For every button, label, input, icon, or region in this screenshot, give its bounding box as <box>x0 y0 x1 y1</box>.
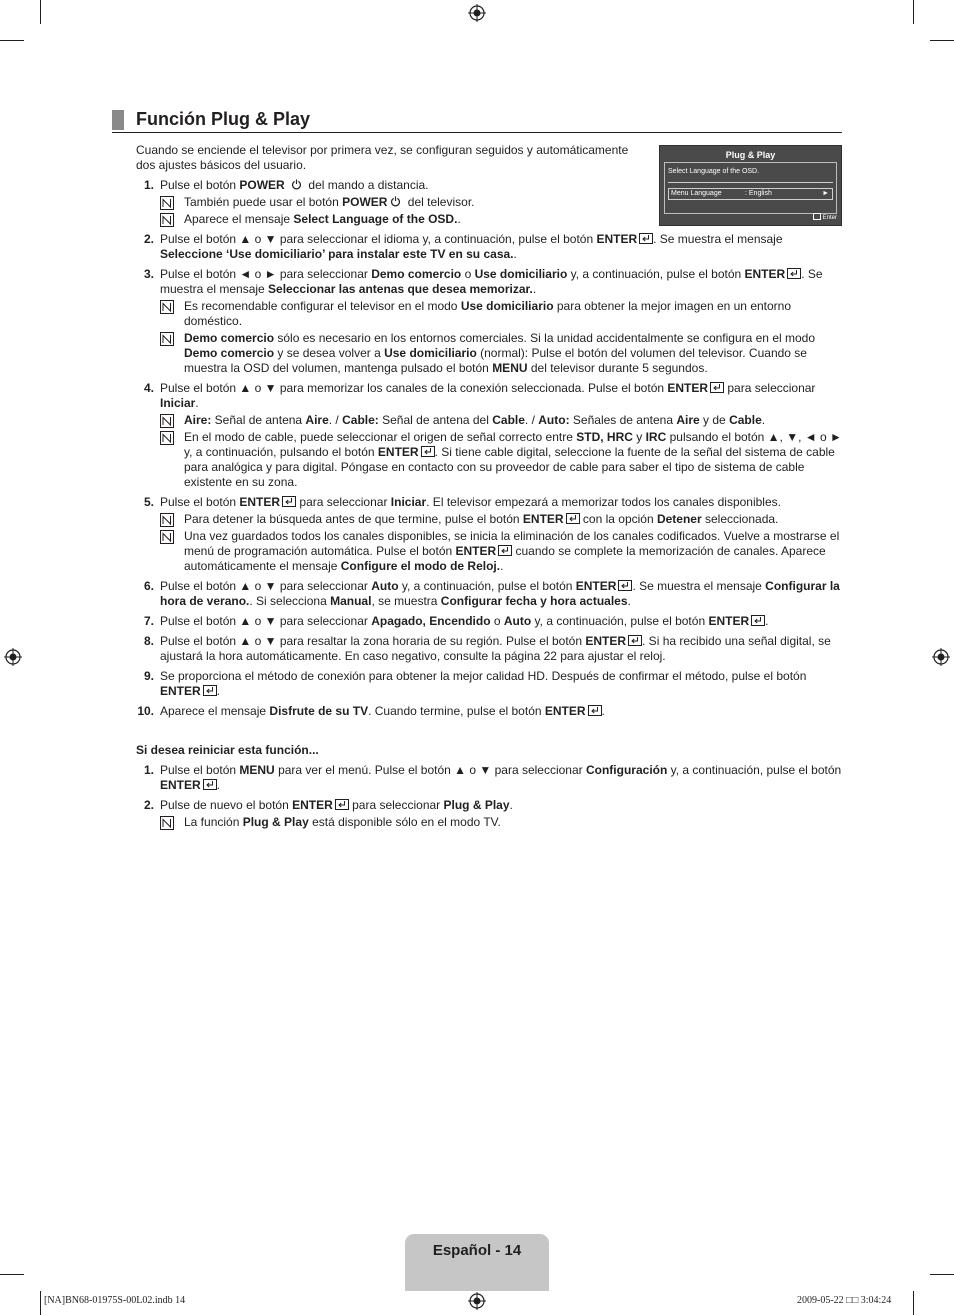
step-number: 5. <box>143 495 154 509</box>
enter-icon <box>787 268 801 279</box>
enter-icon <box>566 513 580 524</box>
list-item <box>136 798 842 830</box>
note-item <box>160 529 842 574</box>
page-title: Función Plug & Play <box>136 109 311 129</box>
step-number: 2. <box>143 798 154 812</box>
power-icon <box>291 179 302 190</box>
note-text: Para detener la búsqueda antes de que termine, pulse el botón ENTER con la opción Detener seleccionada. <box>184 512 779 526</box>
step-number: 8. <box>143 634 154 648</box>
enter-icon <box>498 545 512 556</box>
enter-icon <box>710 382 724 393</box>
arrow-right-icon: ► <box>822 190 829 197</box>
list-item <box>136 634 842 664</box>
reinit-heading: Si desea reiniciar esta función... <box>136 743 319 757</box>
step-number: 4. <box>143 381 154 395</box>
note-text: La función Plug & Play está disponible sólo en el modo TV. <box>184 815 501 829</box>
enter-icon <box>618 580 632 591</box>
step-text: Pulse el botón ▲ o ▼ para seleccionar Auto y, a continuación, pulse el botón ENTER . Se muestra el mensaje Configurar la hora de verano.. Si selecciona Manual, se muestra Configurar fecha y hora actuales. <box>160 579 840 608</box>
step-text: Pulse el botón ▲ o ▼ para memorizar los canales de la conexión seleccionada. Pulse el botón ENTER para seleccionar Iniciar. <box>160 381 816 410</box>
list-item <box>136 495 842 574</box>
step-number: 7. <box>143 614 154 628</box>
crop-mark <box>913 0 914 24</box>
note-icon <box>160 332 174 346</box>
step-number: 2. <box>143 232 154 246</box>
note-text: Aire: Señal de antena Aire. / Cable: Señal de antena del Cable. / Auto: Señales de antena Aire y de Cable. <box>184 413 766 427</box>
list-item <box>136 614 842 629</box>
note-icon <box>160 530 174 544</box>
note-text: Aparece el mensaje Select Language of the OSD.. <box>184 212 461 226</box>
page-number: Español - 14 <box>432 1242 522 1259</box>
note-icon <box>160 513 174 527</box>
list-item <box>136 267 842 376</box>
step-text: Pulse el botón POWER del mando a distancia. <box>160 178 429 192</box>
list-item <box>136 763 842 793</box>
enter-icon <box>421 446 435 457</box>
enter-icon <box>203 685 217 696</box>
enter-icon <box>203 779 217 790</box>
note-text: También puede usar el botón POWER del televisor. <box>184 195 475 209</box>
note-text: Es recomendable configurar el televisor en el modo Use domiciliario para obtener la mejor imagen en un entorno doméstico. <box>184 299 792 328</box>
list-item <box>136 178 842 227</box>
note-item <box>160 815 842 830</box>
page-footer-tab <box>405 1234 549 1291</box>
step-text: Pulse de nuevo el botón ENTER para seleccionar Plug & Play. <box>160 798 513 812</box>
step-text: Pulse el botón ▲ o ▼ para resaltar la zona horaria de su región. Pulse el botón ENTER . Si ha recibido una señal digital, se ajustará la hora automáticamente. En caso negativo, consulte la página 22 para ajustar el reloj. <box>160 634 831 663</box>
registration-mark-icon <box>4 648 22 666</box>
note-item <box>160 430 842 490</box>
section-header <box>112 108 842 133</box>
main-content <box>136 143 842 830</box>
osd-row-label: Menu Language <box>671 190 722 197</box>
note-item <box>160 331 842 376</box>
note-text: En el modo de cable, puede seleccionar el origen de señal correcto entre STD, HRC y IRC pulsando el botón ▲, ▼, ◄ o ► y, a continuación, pulsando el botón ENTER . Si tiene cable digital, seleccione la fuente de la señal del sistema de cable para analógica y para digital. Póngase en contacto con su proveedor de cable para saber el tipo de sistema de cable existente en su zona. <box>184 430 842 489</box>
reinit-steps-list <box>136 763 842 830</box>
steps-list <box>136 178 842 719</box>
note-item <box>160 195 842 210</box>
step-text: Pulse el botón ▲ o ▼ para seleccionar el idioma y, a continuación, pulse el botón ENTER . Se muestra el mensaje Seleccione ‘Use domiciliario’ para instalar este TV en su casa.. <box>160 232 783 261</box>
print-slug-left: [NA]BN68-01975S-00L02.indb 14 <box>44 1295 186 1306</box>
step-text: Pulse el botón ▲ o ▼ para seleccionar Apagado, Encendido o Auto y, a continuación, pulse el botón ENTER . <box>160 614 769 628</box>
list-item <box>136 381 842 490</box>
intro-paragraph: Cuando se enciende el televisor por primera vez, se configuran seguidos y automáticamente dos ajustes básicos del usuario. <box>136 143 629 172</box>
list-item <box>136 232 842 262</box>
note-icon <box>160 213 174 227</box>
crop-mark <box>930 40 954 41</box>
crop-mark <box>913 1291 914 1315</box>
enter-icon <box>628 635 642 646</box>
registration-mark-icon <box>932 648 950 666</box>
enter-icon <box>751 615 765 626</box>
note-item <box>160 512 842 527</box>
note-text: Una vez guardados todos los canales disponibles, se inicia la eliminación de los canales codificados. Vuelve a mostrarse el menú de programación automática. Pulse el botón ENTER cuando se complete la memorización de canales. Aparece automáticamente el mensaje Configure el modo de Reloj.. <box>184 529 840 573</box>
step-text: Pulse el botón ENTER para seleccionar Iniciar. El televisor empezará a memorizar todos los canales disponibles. <box>160 495 781 509</box>
step-number: 3. <box>143 267 154 281</box>
note-icon <box>160 816 174 830</box>
enter-icon <box>639 233 653 244</box>
step-number: 9. <box>143 669 154 683</box>
osd-prompt: Select Language of the OSD. <box>668 168 760 175</box>
step-text: Aparece el mensaje Disfrute de su TV. Cuando termine, pulse el botón ENTER . <box>160 704 605 718</box>
step-text: Pulse el botón MENU para ver el menú. Pulse el botón ▲ o ▼ para seleccionar Configuración y, a continuación, pulse el botón ENTER . <box>160 763 842 792</box>
note-item <box>160 212 842 227</box>
list-item <box>136 579 842 609</box>
crop-mark <box>0 1274 24 1275</box>
note-icon <box>160 300 174 314</box>
step-number: 1. <box>143 763 154 777</box>
crop-mark <box>40 1291 41 1315</box>
note-item <box>160 413 842 428</box>
print-slug-right: 2009-05-22 □□ 3:04:24 <box>797 1295 892 1306</box>
step-number: 10. <box>137 704 154 718</box>
power-icon <box>390 196 401 207</box>
note-item <box>160 299 842 329</box>
osd-enter-label: Enter <box>822 215 837 221</box>
note-icon <box>160 431 174 445</box>
list-item <box>136 669 842 699</box>
osd-title: Plug & Play <box>725 150 776 160</box>
crop-mark <box>0 40 24 41</box>
note-icon <box>160 196 174 210</box>
step-text: Pulse el botón ◄ o ► para seleccionar Demo comercio o Use domiciliario y, a continuación, pulse el botón ENTER . Se muestra el mensaje Seleccionar las antenas que desea memorizar.. <box>160 267 823 296</box>
crop-mark <box>40 0 41 24</box>
enter-icon <box>282 496 296 507</box>
note-icon <box>160 414 174 428</box>
step-number: 1. <box>143 178 154 192</box>
enter-icon <box>335 799 349 810</box>
step-number: 6. <box>143 579 154 593</box>
note-text: Demo comercio sólo es necesario en los entornos comerciales. Si la unidad accidentalmente se configura en el modo Demo comercio y se desea volver a Use domiciliario (normal): Pulse el botón del volumen del televisor. Cuando se muestra la OSD del volumen, mantenga pulsado el botón MENU del televisor durante 5 segundos. <box>184 331 816 375</box>
enter-icon <box>588 705 602 716</box>
title-marker <box>112 110 124 130</box>
registration-mark-icon <box>468 1292 486 1310</box>
list-item <box>136 704 842 719</box>
osd-row-value: : English <box>745 190 772 197</box>
registration-mark-icon <box>468 4 486 22</box>
step-text: Se proporciona el método de conexión para obtener la mejor calidad HD. Después de confirmar el método, pulse el botón ENTER . <box>160 669 807 698</box>
crop-mark <box>930 1274 954 1275</box>
